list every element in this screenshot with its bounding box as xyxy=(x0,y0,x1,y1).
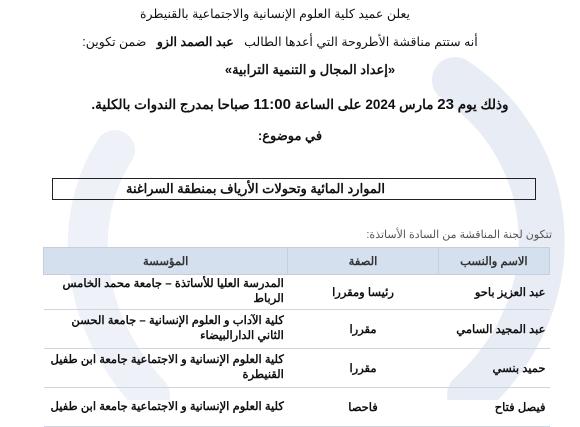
member-institution: كلية العلوم الإنسانية و الاجتماعية جامعة ابن طفيل xyxy=(44,388,288,427)
thesis-title: الموارد المائية وتحولات الأرياف بمنطقة السراغنة xyxy=(125,181,385,196)
announcement-line-dean: يعلن عميد كلية العلوم الإنسانية والاجتماعية بالقنيطرة xyxy=(140,7,410,21)
table-row xyxy=(44,275,550,310)
defense-date-line xyxy=(40,96,560,113)
member-name: عبد المجيد السامي xyxy=(438,310,549,349)
header-institution: المؤسسة xyxy=(44,248,288,275)
defense-day: 23 xyxy=(437,96,454,113)
member-role: فاحصا xyxy=(288,388,438,427)
student-intro-text: أنه ستتم مناقشة الأطروحة التي أعدها الطالب xyxy=(244,35,478,49)
time-prefix: على الساعة xyxy=(294,97,362,112)
thesis-title-box xyxy=(52,178,536,200)
jury-table xyxy=(43,247,550,427)
date-prefix: وذلك يوم xyxy=(457,97,509,112)
table-row xyxy=(44,388,550,427)
program-intro-text: ضمن تكوين: xyxy=(82,35,147,49)
topic-label: في موضوع: xyxy=(257,128,323,143)
table-row xyxy=(44,310,550,349)
member-role: رئيسا ومقررا xyxy=(288,275,438,310)
program-name: «إعداد المجال و التنمية الترابية» xyxy=(224,62,396,77)
jury-intro-text: تتكون لجنة المناقشة من السادة الأساتذة: xyxy=(366,229,552,241)
table-row xyxy=(44,349,550,388)
announcement-line-student xyxy=(80,34,480,49)
member-institution: المدرسة العليا للأساتذة – جامعة محمد الخامس الرباط xyxy=(44,275,288,310)
member-institution: كلية العلوم الإنسانية و الاجتماعية جامعة ابن طفيل القنيطرة xyxy=(44,349,288,388)
member-name: عبد العزيز باحو xyxy=(438,275,549,310)
jury-table-header-row xyxy=(44,248,550,275)
student-name: عبد الصمد الزو xyxy=(156,35,234,49)
header-role: الصفة xyxy=(288,248,438,275)
member-name: فيصل فتاح xyxy=(438,388,549,427)
defense-location: صباحا بمدرج الندوات بالكلية. xyxy=(91,97,250,112)
member-role: مقررا xyxy=(288,349,438,388)
defense-month-year: مارس 2024 xyxy=(365,97,434,112)
member-institution: كلية الآداب و العلوم الإنسانية – جامعة الحسن الثاني الدارالبيضاء xyxy=(44,310,288,349)
header-name: الاسم والنسب xyxy=(438,248,549,275)
member-role: مقررا xyxy=(288,310,438,349)
defense-time: 11:00 xyxy=(253,96,291,113)
member-name: حميد بنسي xyxy=(438,349,549,388)
